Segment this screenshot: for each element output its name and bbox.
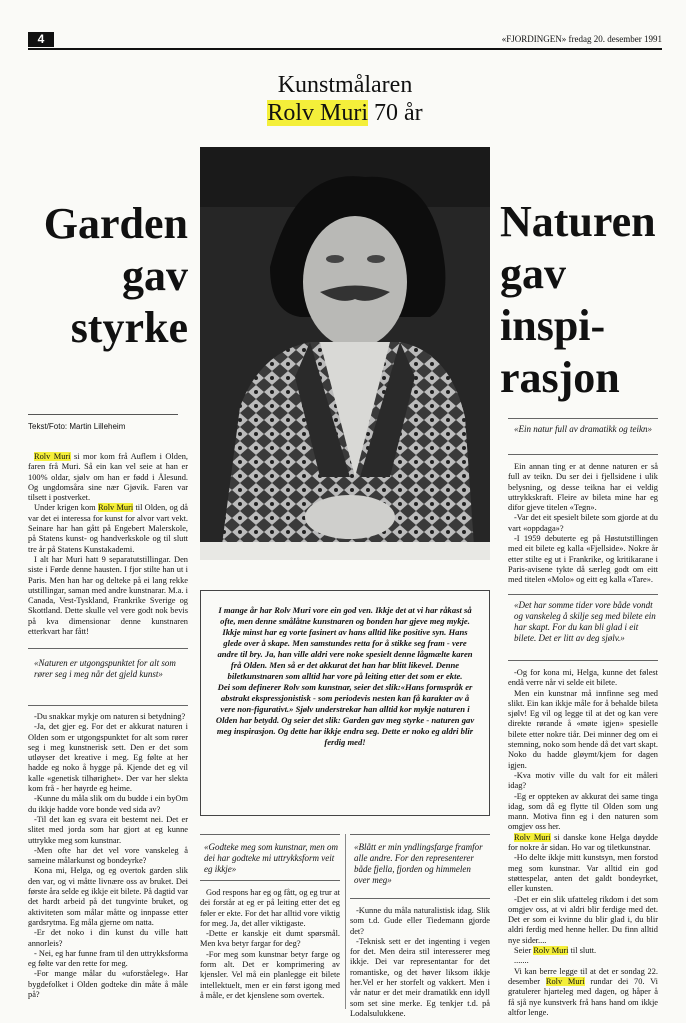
paragraph-text: Seier: [514, 946, 534, 956]
column-2: [200, 888, 340, 1001]
paragraph: -Ja, det gjer eg. For det er akkurat naturen i Olden som er utgongspunktet for alt som rører seg i meg kunstnerisk sett. Den er det som utløyser det kreative i meg. Eg følte at her hadde eg noko å hygge på. Kjende det eg vil kalle «genetisk tilhørighet». Der var her slekta kom frå - her høyrde eg heime.: [28, 722, 188, 794]
pull-quote: «Det har somme tider vore både vondt og vanskeleg å skilje seg med bilete ein har skapt. For du kan bli glad i eit bilete. Det er litt av deg sjølv.»: [514, 600, 656, 643]
page-title: [200, 100, 490, 127]
paragraph: -Dette er kanskje eit dumt spørsmål. Men kva betyr fargar for deg?: [200, 929, 340, 949]
pull-quote: «Naturen er utgongspunktet for alt som rører seg i meg når det gjeld kunst»: [34, 658, 176, 679]
paragraph: I alt har Muri hatt 9 separatutstillingar. Den siste i Førde denne hausten. I fjor stilte han ut i Paris. Men han har og delteke på ei lang rekke utstillingar, saman med andre kunstnarar. M.a. i Canada, Vest-Tyskland, Frankrike Sverige og Skottland. Dette skulle vel vere godt nok bevis på kva dimensionar denne kunstnaren etterkvart har fått!: [28, 554, 188, 637]
column-4-top: [508, 462, 658, 586]
pull-quote: «Godteke meg som kunstnar, men om dei har godteke mi uttrykksform veit eg ikkje»: [204, 842, 338, 874]
right-headline: [500, 196, 660, 404]
ellipsis: .......: [514, 956, 529, 966]
portrait-illustration: [200, 147, 490, 560]
quote-rule: [28, 648, 188, 649]
paragraph-text: rundar dei 70. Vi gratulerer hjarteleg med dagen, og håper å få sjå nye kunstverk frå hans hand om ikkje altfor lenge.: [508, 976, 659, 1017]
paragraph: - Nei, eg har funne fram til den uttrykksforma eg følte var den rette for meg.: [28, 948, 188, 969]
paragraph: -Til det kan eg svara eit bestemt nei. Det er slitet med jorda som har gjort at eg kunne uttrykke meg som kunstnar.: [28, 814, 188, 845]
paragraph: -Det er ein slik ufatteleg rikdom i det som omgjev oss, at vi aldri blir ferdige med det. Det er som ei kvinne du blir glad i, du blir aldri ferdig med henne heller. Du finn alltid nye sider....: [508, 894, 658, 945]
photo-credit: Tekst/Foto: Martin Lilleheim: [28, 422, 126, 431]
left-headline-line: Garden: [43, 199, 188, 248]
pull-quote: «Ein natur full av dramatikk og teikn»: [514, 424, 652, 434]
quote-rule: [350, 834, 490, 835]
column-1-top: [28, 452, 188, 637]
masthead: «FJORDINGEN» fredag 20. desember 1991: [501, 34, 662, 44]
paragraph: -Var det eit spesielt bilete som gjorde at du vart «oppdaga»?: [508, 513, 658, 533]
quote-rule: [508, 454, 658, 455]
right-headline-line: inspi-: [500, 301, 606, 350]
paragraph: -Eg er oppteken av akkurat dei same tinga idag, som då eg flytte til Olden som ung mann. Motiva finn eg i den naturen som omgjev oss her.: [508, 791, 658, 832]
page-number: 4: [28, 32, 54, 47]
tribute-box: [200, 590, 490, 816]
paragraph: Kona mi, Helga, og eg overtok garden slik den var, og vi måtte livnære oss av bruket. Dei første åra selde eg ikkje eit bilete. På dagtid var det hardt arbeid på det tungvinte bruket, og aktiviteten som målar måtte og innpasse etter gardsrytma. Eg måla gjerne om natta.: [28, 866, 188, 927]
quote-rule: [350, 898, 490, 899]
paragraph-text: Under krigen kom: [34, 503, 98, 513]
column-1-bottom: [28, 712, 188, 1000]
paragraph-text: til slutt.: [568, 946, 597, 956]
paragraph: -For mange målar du «uforståeleg». Har bygdefolket i Olden godteke din måte å måle på?: [28, 969, 188, 1000]
paragraph: -Du snakkar mykje om naturen si betydning?: [34, 712, 186, 721]
paragraph: -Kunne du måla naturalistisk idag. Slik som t.d. Gude eller Tiedemann gjorde det?: [350, 906, 490, 936]
paragraph: God respons har eg og fått, og eg trur at dei forstår at eg er på leiting etter det eg føler er ekte. For det har alltid vore viktig for meg. Ja, det aller viktigaste.: [200, 888, 340, 928]
left-headline-line: gav: [122, 251, 188, 300]
column-divider: [345, 834, 346, 1009]
highlighted-name: Rolv Muri: [267, 100, 369, 126]
portrait-photo: [200, 147, 490, 560]
paragraph-text: Vi kan berre legge til at det er sondag 22. desember: [508, 966, 658, 986]
paragraph: -Og for kona mi, Helga, kunne det følest endå verre når vi selde eit bilete.: [508, 668, 658, 688]
paragraph-text: si mor kom frå Auflem i Olden, faren frå Muri. Så ein kan vel seie at han er 100% oldar, sjølv om han er fødd i Ålesund. Og ungdomsåra sine nær Gjøvik. Faren var tilsett i postverket.: [28, 452, 188, 503]
paragraph: -Ho delte ikkje mitt kunstsyn, men forstod meg som kunstnar. Var alltid ein god støttespelar, anten det galdt bondeyrket, eller kunsten.: [508, 853, 658, 894]
quote-rule: [508, 594, 658, 595]
column-4-bottom: [508, 668, 658, 1018]
left-headline-line: styrke: [70, 303, 188, 352]
right-headline-line: rasjon: [500, 353, 620, 402]
paragraph: -I 1959 debuterte eg på Høstutstillingen med eit bilete eg kalla «Fjellside». Nokre år etter stilte eg ut i Frankrike, og kritikarane i Paris-avisene tykte då særleg godt om eitt med titelen «Molo» og eitt eg kalla «Tare».: [508, 534, 658, 585]
paragraph: -Kunne du måla slik om du budde i ein byOm du ikkje hadde vore bonde ved sida av?: [28, 794, 188, 814]
tribute-text: I mange år har Rolv Muri vore ein god ven. Ikkje det at vi har råkast så ofte, men denne smålåtne kunstnaren og bonden har gjeve meg mykje. Ikkje minst har eg vorte fasinert av hans alltid like positive syn. Hans glede over å skape. Men samstundes retta for å stikke seg fram - vere andre til bry. Ja, han ville aldri vere noke spesielt denne lågmælte karen frå Olden. Men så er det akkurat det han har blitt likevel. Denne biletkunstnaren som alltid har vore på leiting etter det som er ekte.: [217, 605, 473, 681]
quote-rule: [508, 660, 658, 661]
kicker: Kunstmålaren: [277, 72, 413, 98]
paragraph: -Kva motiv ville du valt for eit måleri idag?: [508, 770, 658, 791]
highlighted-name: Rolv Muri: [97, 503, 134, 513]
right-headline-line: Naturen: [500, 197, 656, 246]
quote-rule: [28, 705, 188, 706]
highlighted-name: Rolv Muri: [545, 976, 585, 986]
quote-rule: [508, 418, 658, 419]
paragraph-text: til Olden, og då var det ei interessa for kunst for alvor vart vekt. Seinare har han gått på Engebert Malerskole, på Statens kunst- og handverkskole og til slutt tre år på Statens Kunstakademi.: [28, 503, 188, 554]
quote-rule: [200, 834, 340, 835]
credit-rule: [28, 414, 178, 415]
column-3: [350, 906, 490, 1019]
left-headline: [40, 198, 188, 354]
pull-quote: «Blått er min yndlingsfarge framfor alle andre. For den representerer både fjella, fjorden og himmelen over meg»: [354, 842, 483, 885]
header-rule: [28, 48, 662, 50]
paragraph: Ein annan ting er at denne naturen er så full av teikn. Du ser dei i fjellsidene i ulik belysning, og desse teikna har ei veldig uttrykkskraft. Fleire av bileta mine har eg difor gjeve titelen «Tegn».: [508, 462, 658, 513]
paragraph: Men ein kunstnar må innfinne seg med slikt. Ein kan ikkje måle for å behalde bileta sjølv! Eg vil og legge til at det og kan vere direkte rørande å «møte igjen» spesielle bilete etter nokre tiår. Dei minner deg om ei stemning, noko som hende då det vart skapt. Noko du hadde gløymt/kjem for dagen igjen.: [508, 688, 658, 770]
tribute-text: Dei som definerer Rolv som kunstnar, seier det slik:«Hans formspråk er abstrakt ekspressjonistisk - som periodevis nesten kan få karakter av å vere non-figurativt.» Sjølv understrekar han alltid kor mykje naturen i Olden har betydd. Og seier det slik: Garden gav meg styrke - naturen gav meg inspirasjon. Og dette har ikkje endra seg. Dette er noko eg aldri blir ferdig med!: [215, 682, 475, 747]
right-headline-line: gav: [500, 249, 566, 298]
highlighted-name: Rolv Muri: [533, 946, 569, 956]
paragraph-text: si danske kone Helga døydde for nokre år sidan. Ho var og tiletkunstnar.: [508, 832, 658, 853]
highlighted-name: Rolv Muri: [34, 452, 71, 461]
paragraph: -Er det noko i din kunst du ville hatt annorleis?: [28, 928, 188, 948]
quote-rule: [200, 880, 340, 881]
paragraph: -Men ofte har det vel vore vanskeleg å sameine målarkunst og bondeyrke?: [28, 845, 188, 866]
paragraph: -Teknisk sett er det ingenting i vegen for det. Men deira stil interesserer meg ikkje. Dei var representantar for det romantiske, og det høver liksom ikkje her.Vel er her storfelt og vakkert. Men i vår natur er det meir dramatikk enn idyll som set sine merke. Eg tenkjer t.d. på Lodalsulukkene.: [350, 936, 490, 1018]
paragraph: -For meg som kunstnar betyr farge og form alt. Det er komprimering av kjensler. Vel må ein planlegge eit bilete intellektuelt, men er ein først igong med å måle, er det kjenslene som overtek.: [200, 949, 340, 1000]
title-suffix: 70 år: [368, 100, 423, 126]
highlighted-name: Rolv Muri: [514, 832, 551, 842]
